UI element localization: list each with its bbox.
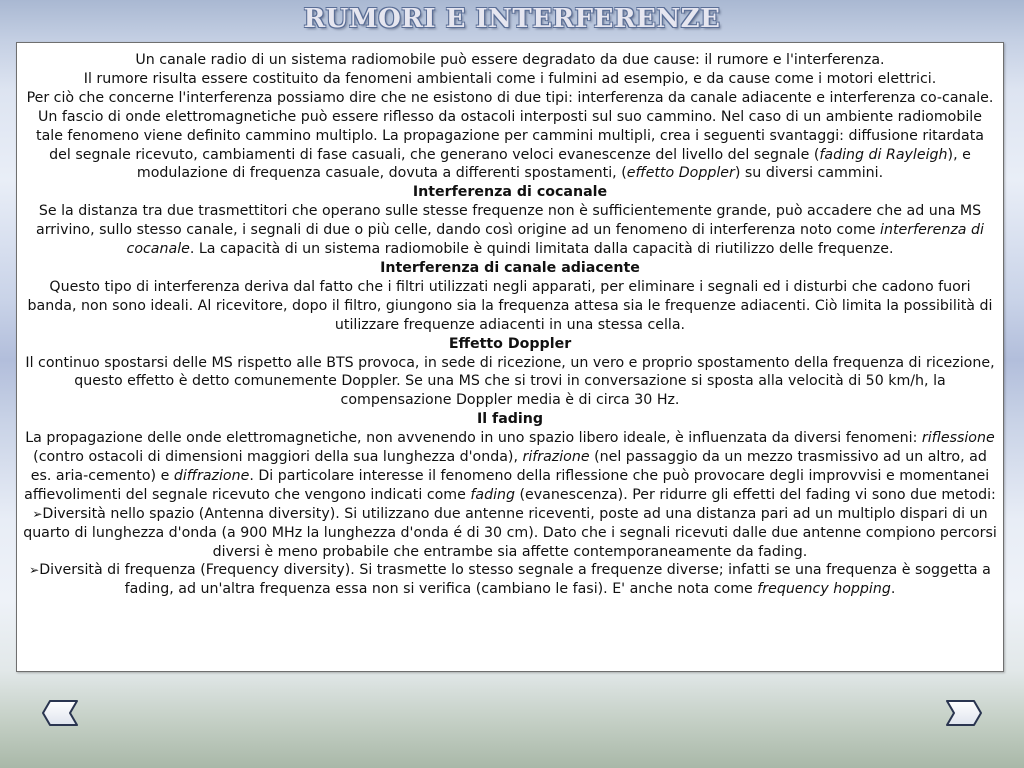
previous-slide-button[interactable] <box>42 700 78 726</box>
text-span: (evanescenza). Per ridurre gli effetti del fading vi sono due metodi: <box>515 486 996 503</box>
text-span: Diversità nello spazio (Antenna diversity). Si utilizzano due antenne riceventi, poste ad una distanza pari ad un multiplo dispari di un quarto di lunghezza d'onda (a 900 MHz la lunghezza d'onda é di 30 cm). Dato che i segnali ricevuti dalle due antenne compiono percorsi diversi è meno probabile che entrambe sia affette contemporaneamente da fading. <box>23 505 997 560</box>
text-span: Diversità di frequenza (Frequency diversity). Si trasmette lo stesso segnale a frequenze diverse; infatti se una frequenza è soggetta a fading, ad un'altra frequenza essa non si verifica (cambiano le fasi). E' anche nota come <box>39 562 991 598</box>
heading-doppler: Effetto Doppler <box>448 335 572 352</box>
intro-paragraph-2: Il rumore risulta essere costituito da fenomeni ambientali come i fulmini ad esempio, e da cause come i motori elettrici. <box>83 70 937 87</box>
italic-term-diffraction: diffrazione <box>173 467 250 484</box>
text-span: ) su diversi cammini. <box>734 165 884 182</box>
bullet-space-diversity <box>23 505 997 562</box>
doppler-paragraph: Il continuo spostarsi delle MS rispetto alle BTS provoca, in sede di ricezione, un vero e proprio spostamento della frequenza di ricezione, questo effetto è detto comunemente Doppler. Se una MS che si trovi in conversazione si sposta alla velocità di 50 km/h, la compensazione Doppler media è di circa 30 Hz. <box>25 354 995 409</box>
text-span: (contro ostacoli di dimensioni maggiori della sua lunghezza d'onda), <box>33 449 523 466</box>
italic-term-fading: fading <box>470 486 516 503</box>
text-span: . Di particolare interesse il fenomeno della riflessione che può provocare degli improvvisi e momentanei affievolimenti del segnale ricevuto che vengono indicati come <box>24 467 990 503</box>
text-span: La propagazione delle onde elettromagnetiche, non avvenendo in uno spazio libero ideale, è influenzata da diversi fenomeni: <box>25 430 922 447</box>
arrow-left-icon <box>42 700 78 726</box>
italic-term-refraction: rifrazione <box>522 449 590 466</box>
text-span: Se la distanza tra due trasmettitori che operano sulle stesse frequenze non è sufficientemente grande, può accadere che ad una MS arrivino, sullo stesso canale, i segnali di due o più celle, dando così origine ad un fenomeno di interferenza noto come <box>36 203 982 239</box>
text-span: ), e modulazione di frequenza casuale, dovuta a differenti spostamenti, ( <box>136 146 971 182</box>
bullet-arrow-icon: ➢ <box>32 506 43 521</box>
cochannel-paragraph <box>23 202 997 259</box>
slide-title: RUMORI E INTERFERENZE <box>303 4 721 34</box>
heading-fading: Il fading <box>476 411 544 428</box>
italic-term-reflection: riflessione <box>921 430 995 447</box>
bullet-frequency-diversity <box>23 561 997 599</box>
bullet-arrow-icon: ➢ <box>29 563 40 578</box>
italic-term-cochannel: interferenza di cocanale <box>126 222 984 258</box>
heading-cochannel: Interferenza di cocanale <box>412 184 608 201</box>
italic-term-rayleigh: fading di Rayleigh <box>819 146 948 163</box>
content-box <box>16 42 1004 672</box>
text-span: . <box>890 581 896 598</box>
text-span: Un fascio di onde elettromagnetiche può essere riflesso da ostacoli interposti sul suo cammino. Nel caso di un ambiente radiomobile tale fenomeno viene definito cammino multiplo. La propagazione per cammini multipli, crea i seguenti svantaggi: diffusione ritardata del segnale ricevuto, cambiamenti di fase casuali, che generano veloci evanescenze del livello del segnale ( <box>36 108 984 163</box>
italic-term-doppler: effetto Doppler <box>626 165 735 182</box>
text-span: . La capacità di un sistema radiomobile è quindi limitata dalla capacità di riutilizzo delle frequenze. <box>189 241 894 258</box>
text-span: (nel passaggio da un mezzo trasmissivo ad un altro, ad es. aria-cemento) e <box>30 449 987 484</box>
intro-paragraph-3: Per ciò che concerne l'interferenza possiamo dire che ne esistono di due tipi: interferenza da canale adiacente e interferenza co-canale. <box>26 89 994 106</box>
fading-paragraph <box>23 429 997 505</box>
adjacent-channel-paragraph: Questo tipo di interferenza deriva dal fatto che i filtri utilizzati negli apparati, per eliminare i segnali ed i disturbi che cadono fuori banda, non sono ideali. Al ricevitore, dopo il filtro, giungono sia la frequenza attesa sia le frequenze adiacenti. Ciò limita la possibilità di utilizzare frequenze adiacenti in una stessa cella. <box>27 278 993 333</box>
arrow-right-icon <box>946 700 982 726</box>
multipath-paragraph <box>23 108 997 184</box>
next-slide-button[interactable] <box>946 700 982 726</box>
heading-adjacent-channel: Interferenza di canale adiacente <box>380 259 640 276</box>
intro-paragraph-1: Un canale radio di un sistema radiomobile può essere degradato da due cause: il rumore e l'interferenza. <box>135 52 885 68</box>
italic-term-frequency-hopping: frequency hopping <box>757 581 891 598</box>
